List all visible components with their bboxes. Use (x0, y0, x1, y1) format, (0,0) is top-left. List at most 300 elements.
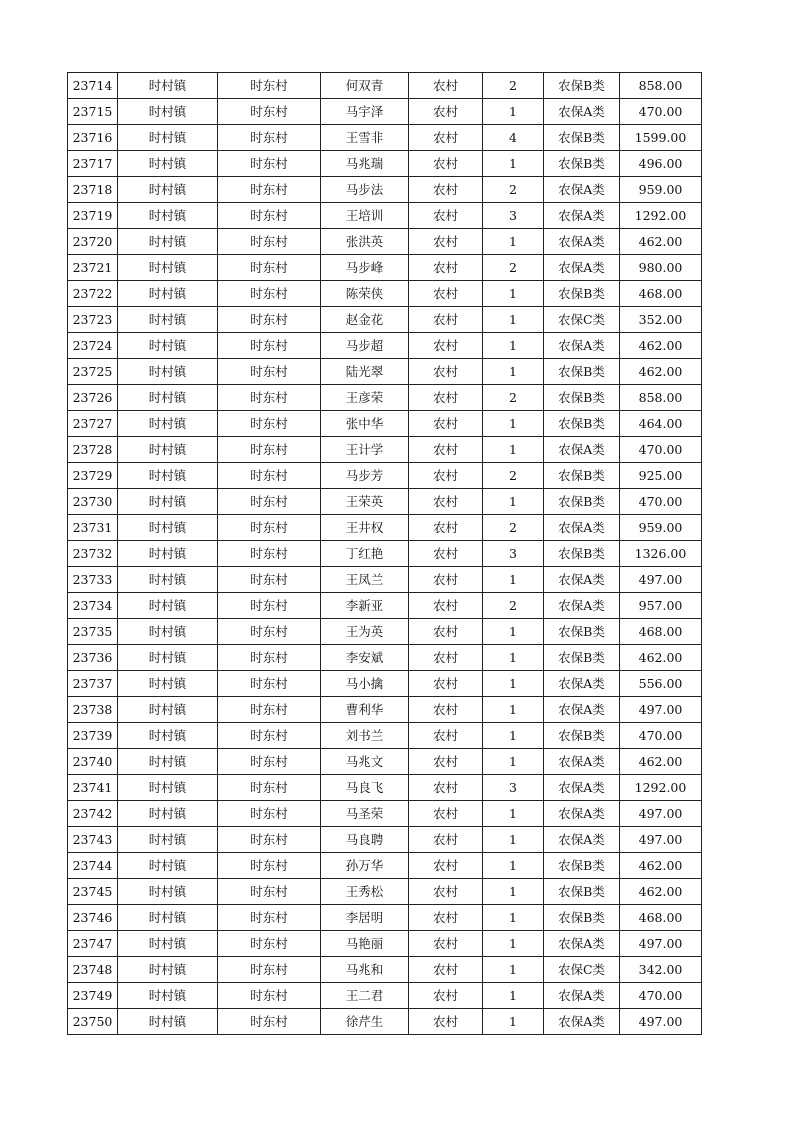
village-cell: 时东村 (218, 983, 321, 1009)
record-id-cell: 23746 (68, 905, 118, 931)
name-cell: 马良聘 (321, 827, 409, 853)
record-id-cell: 23729 (68, 463, 118, 489)
village-cell: 时东村 (218, 905, 321, 931)
name-cell: 马步法 (321, 177, 409, 203)
member-count-cell: 2 (483, 73, 544, 99)
name-cell: 王为英 (321, 619, 409, 645)
record-id-cell: 23735 (68, 619, 118, 645)
table-row (68, 437, 702, 463)
town-cell: 时村镇 (118, 515, 218, 541)
amount-cell: 959.00 (620, 515, 702, 541)
insurance-category-cell: 农保B类 (544, 281, 620, 307)
insurance-category-cell: 农保A类 (544, 567, 620, 593)
amount-cell: 462.00 (620, 879, 702, 905)
insurance-category-cell: 农保A类 (544, 255, 620, 281)
town-cell: 时村镇 (118, 567, 218, 593)
insurance-category-cell: 农保B类 (544, 359, 620, 385)
name-cell: 丁红艳 (321, 541, 409, 567)
village-cell: 时东村 (218, 619, 321, 645)
name-cell: 李安斌 (321, 645, 409, 671)
household-type-cell: 农村 (409, 645, 483, 671)
record-id-cell: 23744 (68, 853, 118, 879)
record-id-cell: 23745 (68, 879, 118, 905)
household-type-cell: 农村 (409, 957, 483, 983)
table-row (68, 281, 702, 307)
table-row (68, 541, 702, 567)
household-type-cell: 农村 (409, 99, 483, 125)
insurance-category-cell: 农保A类 (544, 931, 620, 957)
amount-cell: 959.00 (620, 177, 702, 203)
table-row (68, 307, 702, 333)
table-row (68, 99, 702, 125)
town-cell: 时村镇 (118, 73, 218, 99)
table-row (68, 593, 702, 619)
record-id-cell: 23738 (68, 697, 118, 723)
household-type-cell: 农村 (409, 593, 483, 619)
name-cell: 王凤兰 (321, 567, 409, 593)
household-type-cell: 农村 (409, 437, 483, 463)
member-count-cell: 3 (483, 775, 544, 801)
town-cell: 时村镇 (118, 879, 218, 905)
name-cell: 马兆和 (321, 957, 409, 983)
insurance-category-cell: 农保A类 (544, 593, 620, 619)
name-cell: 王秀松 (321, 879, 409, 905)
name-cell: 陆光翠 (321, 359, 409, 385)
town-cell: 时村镇 (118, 489, 218, 515)
town-cell: 时村镇 (118, 125, 218, 151)
town-cell: 时村镇 (118, 463, 218, 489)
member-count-cell: 1 (483, 99, 544, 125)
name-cell: 曹利华 (321, 697, 409, 723)
name-cell: 徐芹生 (321, 1009, 409, 1035)
record-id-cell: 23717 (68, 151, 118, 177)
amount-cell: 462.00 (620, 749, 702, 775)
insurance-category-cell: 农保A类 (544, 177, 620, 203)
table-row (68, 385, 702, 411)
amount-cell: 1292.00 (620, 203, 702, 229)
record-id-cell: 23715 (68, 99, 118, 125)
town-cell: 时村镇 (118, 801, 218, 827)
town-cell: 时村镇 (118, 749, 218, 775)
table-row (68, 905, 702, 931)
amount-cell: 470.00 (620, 723, 702, 749)
table-row (68, 853, 702, 879)
town-cell: 时村镇 (118, 203, 218, 229)
insurance-category-cell: 农保B类 (544, 879, 620, 905)
table-row (68, 723, 702, 749)
table-row (68, 749, 702, 775)
member-count-cell: 1 (483, 151, 544, 177)
village-cell: 时东村 (218, 385, 321, 411)
household-type-cell: 农村 (409, 515, 483, 541)
record-id-cell: 23742 (68, 801, 118, 827)
record-id-cell: 23727 (68, 411, 118, 437)
town-cell: 时村镇 (118, 333, 218, 359)
amount-cell: 497.00 (620, 801, 702, 827)
town-cell: 时村镇 (118, 281, 218, 307)
insurance-category-cell: 农保A类 (544, 437, 620, 463)
member-count-cell: 1 (483, 359, 544, 385)
household-type-cell: 农村 (409, 879, 483, 905)
insurance-category-cell: 农保B类 (544, 73, 620, 99)
member-count-cell: 1 (483, 853, 544, 879)
name-cell: 马良飞 (321, 775, 409, 801)
town-cell: 时村镇 (118, 541, 218, 567)
record-id-cell: 23728 (68, 437, 118, 463)
table-row (68, 775, 702, 801)
table-row (68, 411, 702, 437)
household-type-cell: 农村 (409, 125, 483, 151)
insurance-category-cell: 农保C类 (544, 957, 620, 983)
household-type-cell: 农村 (409, 359, 483, 385)
village-cell: 时东村 (218, 437, 321, 463)
member-count-cell: 1 (483, 437, 544, 463)
member-count-cell: 1 (483, 333, 544, 359)
insurance-category-cell: 农保A类 (544, 229, 620, 255)
member-count-cell: 2 (483, 177, 544, 203)
insurance-category-cell: 农保A类 (544, 697, 620, 723)
name-cell: 马艳丽 (321, 931, 409, 957)
member-count-cell: 1 (483, 619, 544, 645)
name-cell: 王荣英 (321, 489, 409, 515)
record-id-cell: 23749 (68, 983, 118, 1009)
member-count-cell: 1 (483, 281, 544, 307)
town-cell: 时村镇 (118, 853, 218, 879)
town-cell: 时村镇 (118, 723, 218, 749)
amount-cell: 497.00 (620, 697, 702, 723)
village-cell: 时东村 (218, 879, 321, 905)
table-row (68, 255, 702, 281)
amount-cell: 462.00 (620, 853, 702, 879)
insurance-category-cell: 农保A类 (544, 775, 620, 801)
amount-cell: 858.00 (620, 385, 702, 411)
town-cell: 时村镇 (118, 983, 218, 1009)
amount-cell: 462.00 (620, 229, 702, 255)
name-cell: 马步峰 (321, 255, 409, 281)
amount-cell: 470.00 (620, 437, 702, 463)
village-cell: 时东村 (218, 567, 321, 593)
household-type-cell: 农村 (409, 151, 483, 177)
town-cell: 时村镇 (118, 775, 218, 801)
village-cell: 时东村 (218, 125, 321, 151)
table-row (68, 151, 702, 177)
table-row (68, 619, 702, 645)
member-count-cell: 1 (483, 671, 544, 697)
name-cell: 王井权 (321, 515, 409, 541)
household-type-cell: 农村 (409, 73, 483, 99)
member-count-cell: 2 (483, 255, 544, 281)
table-row (68, 125, 702, 151)
insurance-category-cell: 农保A类 (544, 671, 620, 697)
town-cell: 时村镇 (118, 957, 218, 983)
table-row (68, 229, 702, 255)
member-count-cell: 1 (483, 567, 544, 593)
table-row (68, 801, 702, 827)
name-cell: 刘书兰 (321, 723, 409, 749)
table-row (68, 1009, 702, 1035)
member-count-cell: 1 (483, 801, 544, 827)
member-count-cell: 2 (483, 515, 544, 541)
name-cell: 马宇泽 (321, 99, 409, 125)
village-cell: 时东村 (218, 1009, 321, 1035)
record-id-cell: 23734 (68, 593, 118, 619)
member-count-cell: 1 (483, 827, 544, 853)
household-type-cell: 农村 (409, 385, 483, 411)
town-cell: 时村镇 (118, 307, 218, 333)
name-cell: 马兆瑞 (321, 151, 409, 177)
amount-cell: 462.00 (620, 645, 702, 671)
name-cell: 何双青 (321, 73, 409, 99)
table-row (68, 931, 702, 957)
village-cell: 时东村 (218, 801, 321, 827)
village-cell: 时东村 (218, 723, 321, 749)
village-cell: 时东村 (218, 151, 321, 177)
name-cell: 王计学 (321, 437, 409, 463)
village-cell: 时东村 (218, 281, 321, 307)
insurance-category-cell: 农保A类 (544, 515, 620, 541)
member-count-cell: 1 (483, 229, 544, 255)
village-cell: 时东村 (218, 931, 321, 957)
village-cell: 时东村 (218, 827, 321, 853)
amount-cell: 462.00 (620, 333, 702, 359)
record-id-cell: 23721 (68, 255, 118, 281)
amount-cell: 858.00 (620, 73, 702, 99)
town-cell: 时村镇 (118, 177, 218, 203)
member-count-cell: 1 (483, 749, 544, 775)
insurance-category-cell: 农保A类 (544, 983, 620, 1009)
insurance-category-cell: 农保B类 (544, 125, 620, 151)
town-cell: 时村镇 (118, 1009, 218, 1035)
records-table-body (68, 73, 702, 1035)
record-id-cell: 23716 (68, 125, 118, 151)
table-row (68, 671, 702, 697)
household-type-cell: 农村 (409, 541, 483, 567)
name-cell: 陈荣侠 (321, 281, 409, 307)
insurance-category-cell: 农保B类 (544, 411, 620, 437)
name-cell: 马圣荣 (321, 801, 409, 827)
record-id-cell: 23732 (68, 541, 118, 567)
insurance-category-cell: 农保A类 (544, 801, 620, 827)
insurance-category-cell: 农保B类 (544, 541, 620, 567)
village-cell: 时东村 (218, 957, 321, 983)
village-cell: 时东村 (218, 515, 321, 541)
record-id-cell: 23750 (68, 1009, 118, 1035)
record-id-cell: 23724 (68, 333, 118, 359)
village-cell: 时东村 (218, 489, 321, 515)
table-row (68, 879, 702, 905)
town-cell: 时村镇 (118, 229, 218, 255)
member-count-cell: 1 (483, 723, 544, 749)
amount-cell: 497.00 (620, 1009, 702, 1035)
member-count-cell: 1 (483, 983, 544, 1009)
household-type-cell: 农村 (409, 931, 483, 957)
insurance-category-cell: 农保C类 (544, 307, 620, 333)
member-count-cell: 1 (483, 489, 544, 515)
town-cell: 时村镇 (118, 437, 218, 463)
name-cell: 张中华 (321, 411, 409, 437)
record-id-cell: 23730 (68, 489, 118, 515)
village-cell: 时东村 (218, 593, 321, 619)
record-id-cell: 23736 (68, 645, 118, 671)
household-type-cell: 农村 (409, 697, 483, 723)
household-type-cell: 农村 (409, 229, 483, 255)
village-cell: 时东村 (218, 359, 321, 385)
name-cell: 张洪英 (321, 229, 409, 255)
household-type-cell: 农村 (409, 333, 483, 359)
record-id-cell: 23731 (68, 515, 118, 541)
insurance-category-cell: 农保B类 (544, 905, 620, 931)
town-cell: 时村镇 (118, 255, 218, 281)
amount-cell: 470.00 (620, 983, 702, 1009)
household-type-cell: 农村 (409, 489, 483, 515)
town-cell: 时村镇 (118, 697, 218, 723)
town-cell: 时村镇 (118, 931, 218, 957)
amount-cell: 468.00 (620, 619, 702, 645)
record-id-cell: 23722 (68, 281, 118, 307)
member-count-cell: 1 (483, 697, 544, 723)
table-row (68, 515, 702, 541)
town-cell: 时村镇 (118, 905, 218, 931)
record-id-cell: 23719 (68, 203, 118, 229)
village-cell: 时东村 (218, 775, 321, 801)
name-cell: 王彦荣 (321, 385, 409, 411)
household-type-cell: 农村 (409, 1009, 483, 1035)
member-count-cell: 3 (483, 203, 544, 229)
member-count-cell: 1 (483, 645, 544, 671)
amount-cell: 462.00 (620, 359, 702, 385)
member-count-cell: 1 (483, 307, 544, 333)
amount-cell: 1292.00 (620, 775, 702, 801)
member-count-cell: 2 (483, 385, 544, 411)
household-type-cell: 农村 (409, 281, 483, 307)
household-type-cell: 农村 (409, 801, 483, 827)
household-type-cell: 农村 (409, 619, 483, 645)
insurance-category-cell: 农保B类 (544, 619, 620, 645)
amount-cell: 497.00 (620, 827, 702, 853)
table-row (68, 203, 702, 229)
household-type-cell: 农村 (409, 775, 483, 801)
insurance-category-cell: 农保B类 (544, 385, 620, 411)
table-row (68, 333, 702, 359)
household-type-cell: 农村 (409, 567, 483, 593)
amount-cell: 342.00 (620, 957, 702, 983)
household-type-cell: 农村 (409, 671, 483, 697)
insurance-category-cell: 农保A类 (544, 203, 620, 229)
name-cell: 王培训 (321, 203, 409, 229)
village-cell: 时东村 (218, 333, 321, 359)
record-id-cell: 23748 (68, 957, 118, 983)
record-id-cell: 23747 (68, 931, 118, 957)
member-count-cell: 1 (483, 931, 544, 957)
name-cell: 马兆文 (321, 749, 409, 775)
household-type-cell: 农村 (409, 983, 483, 1009)
village-cell: 时东村 (218, 177, 321, 203)
amount-cell: 925.00 (620, 463, 702, 489)
insurance-category-cell: 农保A类 (544, 749, 620, 775)
member-count-cell: 1 (483, 957, 544, 983)
town-cell: 时村镇 (118, 619, 218, 645)
amount-cell: 1599.00 (620, 125, 702, 151)
record-id-cell: 23739 (68, 723, 118, 749)
town-cell: 时村镇 (118, 359, 218, 385)
village-cell: 时东村 (218, 255, 321, 281)
table-row (68, 983, 702, 1009)
name-cell: 李居明 (321, 905, 409, 931)
town-cell: 时村镇 (118, 593, 218, 619)
village-cell: 时东村 (218, 463, 321, 489)
record-id-cell: 23725 (68, 359, 118, 385)
table-row (68, 359, 702, 385)
amount-cell: 470.00 (620, 489, 702, 515)
table-row (68, 73, 702, 99)
village-cell: 时东村 (218, 99, 321, 125)
amount-cell: 497.00 (620, 931, 702, 957)
insurance-category-cell: 农保A类 (544, 827, 620, 853)
village-cell: 时东村 (218, 645, 321, 671)
table-row (68, 177, 702, 203)
insurance-category-cell: 农保B类 (544, 463, 620, 489)
member-count-cell: 4 (483, 125, 544, 151)
record-id-cell: 23733 (68, 567, 118, 593)
member-count-cell: 2 (483, 593, 544, 619)
table-row (68, 567, 702, 593)
name-cell: 王雪非 (321, 125, 409, 151)
table-row (68, 697, 702, 723)
household-type-cell: 农村 (409, 307, 483, 333)
household-type-cell: 农村 (409, 827, 483, 853)
insurance-category-cell: 农保A类 (544, 1009, 620, 1035)
insurance-category-cell: 农保B类 (544, 853, 620, 879)
household-type-cell: 农村 (409, 749, 483, 775)
record-id-cell: 23723 (68, 307, 118, 333)
insurance-category-cell: 农保B类 (544, 489, 620, 515)
amount-cell: 957.00 (620, 593, 702, 619)
insurance-category-cell: 农保A类 (544, 99, 620, 125)
amount-cell: 1326.00 (620, 541, 702, 567)
amount-cell: 980.00 (620, 255, 702, 281)
table-row (68, 489, 702, 515)
name-cell: 赵金花 (321, 307, 409, 333)
town-cell: 时村镇 (118, 671, 218, 697)
village-cell: 时东村 (218, 411, 321, 437)
amount-cell: 470.00 (620, 99, 702, 125)
village-cell: 时东村 (218, 307, 321, 333)
record-id-cell: 23718 (68, 177, 118, 203)
village-cell: 时东村 (218, 697, 321, 723)
table-row (68, 645, 702, 671)
amount-cell: 468.00 (620, 905, 702, 931)
member-count-cell: 1 (483, 879, 544, 905)
town-cell: 时村镇 (118, 645, 218, 671)
amount-cell: 464.00 (620, 411, 702, 437)
household-type-cell: 农村 (409, 905, 483, 931)
village-cell: 时东村 (218, 671, 321, 697)
insurance-category-cell: 农保B类 (544, 723, 620, 749)
name-cell: 马步超 (321, 333, 409, 359)
household-type-cell: 农村 (409, 203, 483, 229)
records-table (67, 72, 702, 1035)
insurance-category-cell: 农保B类 (544, 151, 620, 177)
name-cell: 马步芳 (321, 463, 409, 489)
town-cell: 时村镇 (118, 385, 218, 411)
member-count-cell: 2 (483, 463, 544, 489)
record-id-cell: 23743 (68, 827, 118, 853)
village-cell: 时东村 (218, 229, 321, 255)
household-type-cell: 农村 (409, 723, 483, 749)
name-cell: 李新亚 (321, 593, 409, 619)
table-row (68, 827, 702, 853)
record-id-cell: 23726 (68, 385, 118, 411)
